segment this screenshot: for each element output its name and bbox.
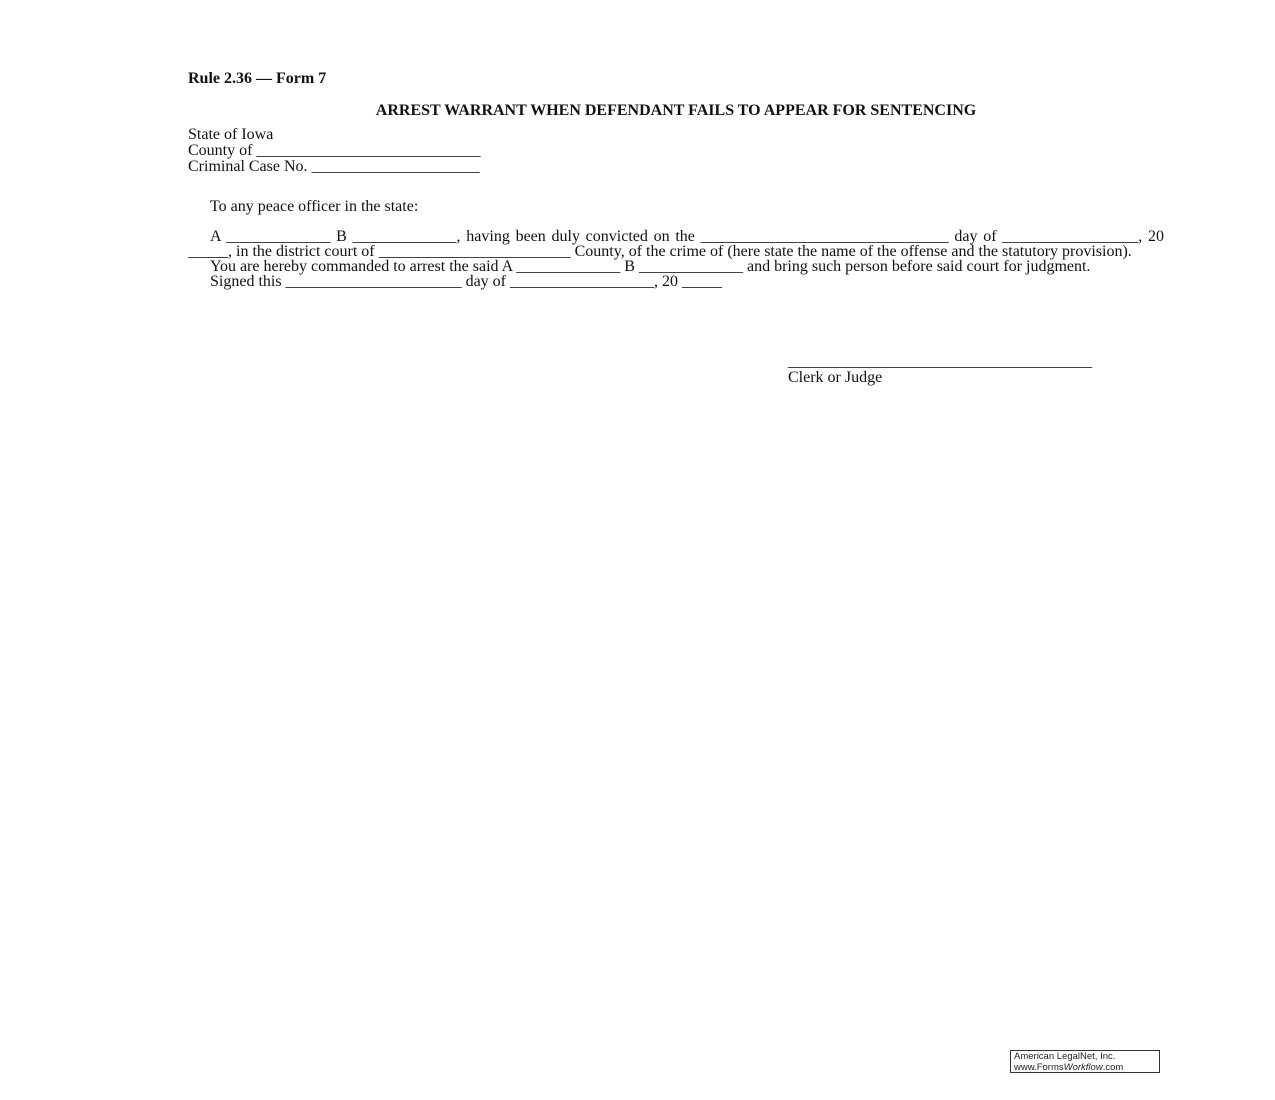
- conviction-paragraph: A _____________ B _____________, having been duly convicted on the _______________________________ day of _________________, 20 _____, in the district court of ________________________ County, of the crime of (here state the name of the offense and the statutory provision).: [188, 228, 1164, 260]
- rule-heading: Rule 2.36 — Form 7: [188, 70, 327, 87]
- signature-block: [788, 354, 1092, 386]
- publisher-url-prefix: www.Forms: [1014, 1061, 1064, 1073]
- publisher-url: [1014, 1063, 1159, 1074]
- case-caption: [188, 127, 480, 175]
- command-paragraph: You are hereby commanded to arrest the said A _____________ B _____________ and bring such person before said court for judgment.: [210, 258, 1091, 275]
- signature-label: Clerk or Judge: [788, 369, 883, 386]
- caption-state: State of Iowa: [188, 126, 274, 143]
- caption-county: County of ____________________________: [188, 142, 481, 159]
- salutation: To any peace officer in the state:: [210, 198, 419, 215]
- warrant-body: [188, 229, 1164, 289]
- signed-date-line: Signed this ______________________ day of __________________, 20 _____: [210, 273, 722, 290]
- publisher-url-emphasis: Workflow: [1063, 1061, 1103, 1073]
- signature-line: ______________________________________: [788, 353, 1092, 370]
- caption-case-number: Criminal Case No. _____________________: [188, 158, 480, 175]
- form-title: ARREST WARRANT WHEN DEFENDANT FAILS TO APPEAR FOR SENTENCING: [375, 102, 977, 119]
- publisher-footer: [1010, 1050, 1160, 1073]
- publisher-name: American LegalNet, Inc.: [1014, 1051, 1116, 1062]
- publisher-url-suffix: .com: [1102, 1061, 1124, 1073]
